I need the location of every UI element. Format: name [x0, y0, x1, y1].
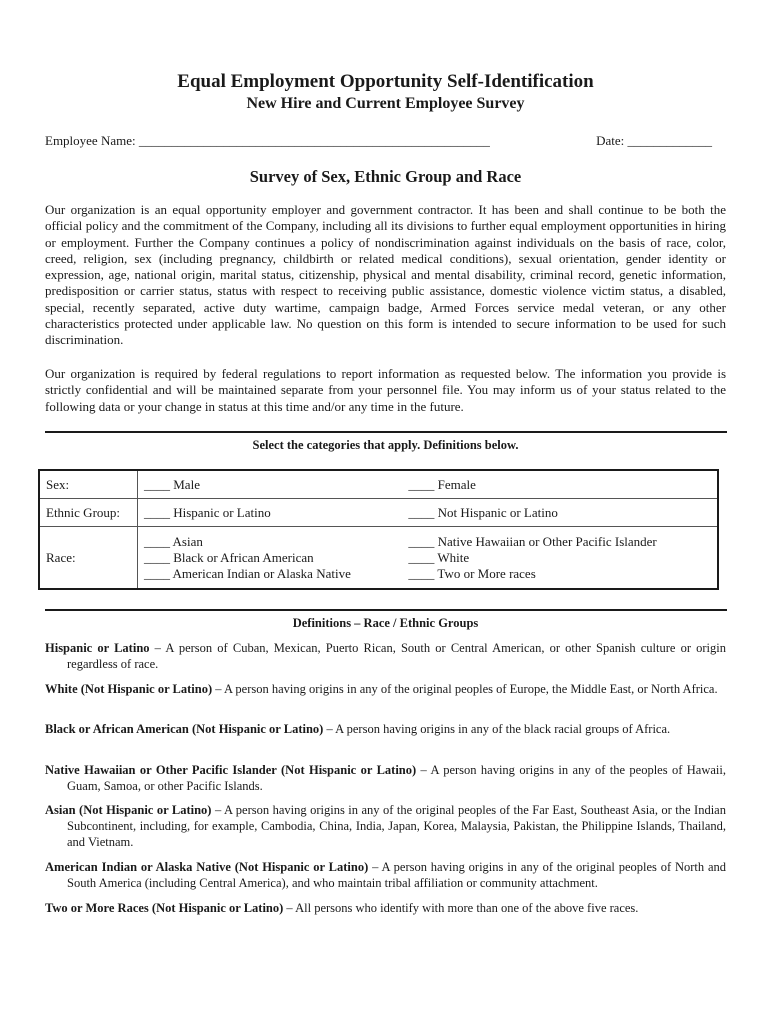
definition-term: White (Not Hispanic or Latino) [45, 682, 213, 696]
definition-text: – All persons who identify with more than one of the above five races. [283, 901, 639, 915]
employee-name-label: Employee Name: [45, 133, 136, 148]
definition-text: – A person of Cuban, Mexican, Puerto Rican, South or Central American, or other Spanish culture or origin regardless of race. [67, 641, 726, 671]
race-options-col2 [402, 527, 718, 590]
race-label: Race: [39, 527, 138, 590]
definition-text: – A person having origins in any of the original peoples of Europe, the Middle East, or North Africa. [212, 682, 718, 696]
select-instructions: Select the categories that apply. Definitions below. [252, 438, 519, 452]
document-title: Equal Employment Opportunity Self-Identification [177, 71, 594, 92]
definition-term: Asian (Not Hispanic or Latino) [45, 803, 212, 817]
option-white[interactable]: ____ White [408, 549, 470, 565]
option-female[interactable]: ____ Female [402, 470, 718, 499]
ethnic-group-row [39, 499, 718, 527]
definition-term: American Indian or Alaska Native (Not Hispanic or Latino) [45, 860, 369, 874]
definition-item [45, 721, 726, 737]
option-hispanic-latino[interactable]: ____ Hispanic or Latino [138, 499, 403, 527]
definition-term: Black or African American (Not Hispanic or Latino) [45, 722, 324, 736]
date-label: Date: [596, 133, 625, 148]
definition-text: – A person having origins in any of the peoples of Hawaii, Guam, Samoa, or other Pacific Islands. [67, 763, 726, 793]
definition-item [45, 802, 726, 850]
option-two-or-more-races[interactable]: ____ Two or More races [408, 565, 536, 581]
definition-item [45, 681, 726, 697]
race-row [39, 527, 718, 590]
survey-title: Survey of Sex, Ethnic Group and Race [249, 167, 522, 186]
definition-item [45, 762, 726, 794]
document-subtitle: New Hire and Current Employee Survey [246, 95, 525, 112]
sex-row [39, 470, 718, 499]
definition-term: Hispanic or Latino [45, 641, 150, 655]
definitions-title: Definitions – Race / Ethnic Groups [292, 616, 479, 630]
definition-item [45, 640, 726, 672]
option-native-hawaiian-pacific-islander[interactable]: ____ Native Hawaiian or Other Pacific Islander [408, 533, 657, 549]
definition-term: Native Hawaiian or Other Pacific Islander (Not Hispanic or Latino) [45, 763, 417, 777]
definition-item [45, 900, 726, 916]
date-field[interactable] [596, 133, 712, 149]
policy-paragraph: Our organization is an equal opportunity employer and government contractor. It has been and shall continue to be both the official policy and the commitment of the Company, including all its divisions to further equal employment opportunities in hiring or employment. Further the Company continues a policy of nondiscrimination against individuals on the basis of race, color, creed, religion, sex (including pregnancy, childbirth or related medical conditions), sexual orientation, gender identity or expression, age, national origin, marital status, citizenship, physical and mental disability, criminal record, genetic information, predisposition or carrier status, status with respect to receiving public assistance, domestic violence victim status, a disabled, special, recently separated, active duty wartime, campaign badge, Armed Forces service medal veteran, or any other characteristics protected under applicable law. No question on this form is intended to secure information to be used for such discrimination. [45, 202, 726, 348]
option-black-african-american[interactable]: ____ Black or African American [144, 549, 314, 565]
option-asian[interactable]: ____ Asian [144, 533, 203, 549]
option-male[interactable]: ____ Male [138, 470, 403, 499]
section-divider-top [45, 431, 727, 433]
definition-term: Two or More Races (Not Hispanic or Latino) [45, 901, 284, 915]
definition-text: – A person having origins in any of the original peoples of the Far East, Southeast Asia, or the Indian Subcontinent, including, for example, Cambodia, China, India, Japan, Korea, Malaysia, Pakistan, the Philippine Islands, Thailand, and Vietnam. [67, 803, 726, 849]
sex-label: Sex: [39, 470, 138, 499]
race-options-col1 [138, 527, 403, 590]
employee-name-blank[interactable]: ______________________________________________________ [138, 133, 490, 148]
definition-text: – A person having origins in any of the black racial groups of Africa. [323, 722, 671, 736]
ethnic-group-label: Ethnic Group: [39, 499, 138, 527]
category-table [38, 469, 719, 590]
option-american-indian-alaska-native[interactable]: ____ American Indian or Alaska Native [144, 565, 351, 581]
option-not-hispanic-latino[interactable]: ____ Not Hispanic or Latino [402, 499, 718, 527]
employee-name-field[interactable] [45, 133, 490, 149]
definition-item [45, 859, 726, 891]
confidentiality-paragraph: Our organization is required by federal regulations to report information as requested below. The information you provide is strictly confidential and will be maintained separate from your personnel file. You may inform us of your status related to the following data or your change in status at this time and/or any time in the future. [45, 366, 726, 414]
section-divider-bottom [45, 609, 727, 611]
date-blank[interactable]: _____________ [627, 133, 712, 148]
definition-text: – A person having origins in any of the original peoples of North and South America (including Central America), and who maintain tribal affiliation or community attachment. [67, 860, 727, 890]
